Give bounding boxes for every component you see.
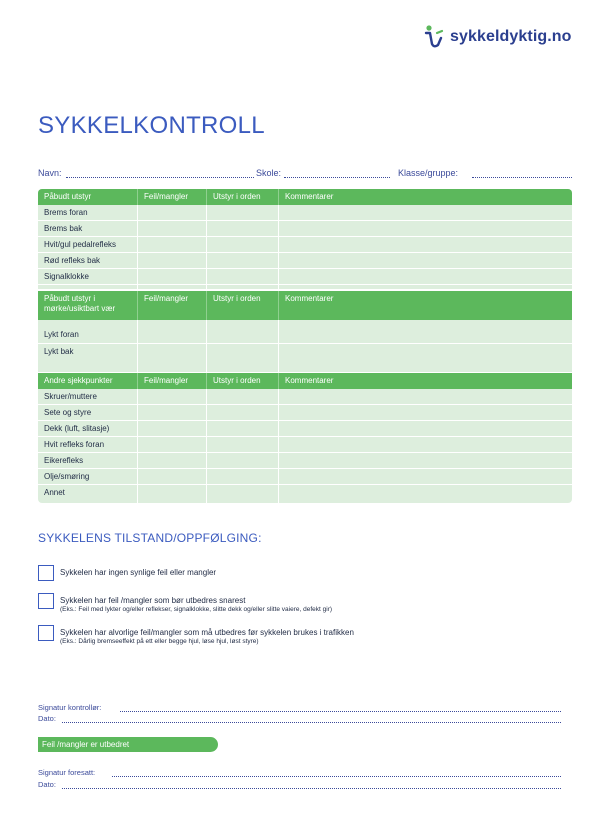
header-comments: Kommentarer	[285, 294, 334, 303]
header-comments: Kommentarer	[285, 376, 334, 385]
date-label: Dato:	[38, 714, 56, 723]
faults-cell[interactable]	[138, 485, 207, 503]
row-label: Annet	[38, 485, 138, 503]
date-field[interactable]	[62, 722, 561, 723]
faults-cell[interactable]	[138, 405, 207, 421]
comment-cell[interactable]	[279, 205, 572, 221]
comment-cell[interactable]	[279, 320, 572, 344]
row-label: Hvit/gul pedalrefleks	[38, 237, 138, 253]
info-row	[38, 168, 572, 182]
row-label: Lykt foran	[38, 320, 138, 344]
row-label: Skruer/muttere	[38, 389, 138, 405]
ok-cell[interactable]	[207, 221, 279, 237]
table-row	[38, 253, 572, 269]
table-row	[38, 389, 572, 405]
school-field[interactable]	[284, 177, 390, 178]
ok-cell[interactable]	[207, 389, 279, 405]
header-category: Påbudt utstyr i mørke/usiktbart vær	[38, 291, 138, 320]
faults-cell[interactable]	[138, 344, 207, 373]
condition-text-block	[60, 596, 332, 614]
controller-signature-field[interactable]	[120, 711, 561, 712]
logo-text: sykkeldyktig.no	[450, 28, 572, 45]
guardian-signature-field[interactable]	[112, 776, 561, 777]
date-field[interactable]	[62, 788, 561, 789]
comment-cell[interactable]	[279, 405, 572, 421]
condition-text: Sykkelen har alvorlige feil/mangler som må utbedres før sykkelen brukes i trafikken	[60, 628, 354, 637]
faults-cell[interactable]	[138, 469, 207, 485]
row-label: Brems foran	[38, 205, 138, 221]
class-label: Klasse/gruppe:	[398, 168, 459, 178]
row-label: Eikerefleks	[38, 453, 138, 469]
date-row	[38, 714, 561, 726]
row-label: Dekk (luft, slitasje)	[38, 421, 138, 437]
ok-cell[interactable]	[207, 253, 279, 269]
condition-option	[38, 596, 332, 614]
comment-cell[interactable]	[279, 237, 572, 253]
condition-text: Sykkelen har feil /mangler som bør utbedres snarest	[60, 596, 246, 605]
table-row	[38, 421, 572, 437]
guardian-signature-label: Signatur foresatt:	[38, 768, 96, 777]
header-faults: Feil/mangler	[138, 291, 207, 320]
ok-cell[interactable]	[207, 344, 279, 373]
name-field[interactable]	[66, 177, 254, 178]
comment-cell[interactable]	[279, 253, 572, 269]
header-faults: Feil/mangler	[138, 373, 207, 389]
table-row	[38, 437, 572, 453]
comment-cell[interactable]	[279, 269, 572, 285]
header-category: Påbudt utstyr	[38, 189, 138, 205]
table-row	[38, 453, 572, 469]
table-header-row	[38, 291, 572, 320]
ok-cell[interactable]	[207, 453, 279, 469]
header-ok: Utstyr i orden	[207, 373, 279, 389]
controller-signature-label: Signatur kontrollør:	[38, 703, 102, 712]
condition-checkbox[interactable]	[38, 625, 54, 641]
condition-text: Sykkelen har ingen synlige feil eller mangler	[60, 568, 217, 577]
guardian-signature-row	[38, 768, 561, 780]
table-row	[38, 205, 572, 221]
comment-cell[interactable]	[279, 437, 572, 453]
comment-cell[interactable]	[279, 389, 572, 405]
comment-cell[interactable]	[279, 453, 572, 469]
table-row	[38, 269, 572, 285]
ok-cell[interactable]	[207, 437, 279, 453]
comment-cell[interactable]	[279, 344, 572, 373]
page-title: SYKKELKONTROLL	[38, 112, 265, 139]
row-label: Sete og styre	[38, 405, 138, 421]
condition-option	[38, 568, 216, 581]
row-label: Brems bak	[38, 221, 138, 237]
bike-person-icon	[423, 24, 445, 50]
row-label: Rød refleks bak	[38, 253, 138, 269]
header-ok: Utstyr i orden	[207, 291, 279, 320]
condition-checkbox[interactable]	[38, 565, 54, 581]
fixed-banner: Feil /mangler er utbedret	[38, 737, 218, 752]
table-row	[38, 237, 572, 253]
ok-cell[interactable]	[207, 237, 279, 253]
table-row	[38, 405, 572, 421]
inspection-table	[38, 189, 572, 503]
faults-cell[interactable]	[138, 237, 207, 253]
header-ok: Utstyr i orden	[207, 189, 279, 205]
ok-cell[interactable]	[207, 469, 279, 485]
ok-cell[interactable]	[207, 405, 279, 421]
name-label: Navn:	[38, 168, 62, 178]
table-row	[38, 320, 572, 344]
ok-cell[interactable]	[207, 485, 279, 503]
faults-cell[interactable]	[138, 320, 207, 344]
faults-cell[interactable]	[138, 205, 207, 221]
ok-cell[interactable]	[207, 320, 279, 344]
school-label: Skole:	[256, 168, 282, 178]
faults-cell[interactable]	[138, 253, 207, 269]
comment-cell[interactable]	[279, 221, 572, 237]
table-row	[38, 344, 572, 373]
table-row	[38, 469, 572, 485]
row-label: Hvit refleks foran	[38, 437, 138, 453]
table-header-row	[38, 189, 572, 205]
condition-checkbox[interactable]	[38, 593, 54, 609]
header-comments: Kommentarer	[285, 192, 334, 201]
condition-example: (Eks.: Feil med lykter og/eller reflekser, signalklokke, slitte dekk og/eller slitte vaiere, defekt gir)	[60, 606, 333, 613]
table-header-row	[38, 373, 572, 389]
condition-example: (Eks.: Dårlig bremseeffekt på ett eller begge hjul, løse hjul, løst styre)	[60, 638, 259, 645]
row-label: Lykt bak	[38, 344, 138, 373]
condition-option	[38, 628, 354, 646]
ok-cell[interactable]	[207, 421, 279, 437]
class-field[interactable]	[472, 177, 572, 178]
table-row	[38, 485, 572, 503]
date-row	[38, 780, 561, 792]
date-label: Dato:	[38, 780, 56, 789]
condition-text-block	[60, 628, 354, 646]
condition-title: SYKKELENS TILSTAND/OPPFØLGING:	[38, 531, 262, 545]
row-label: Signalklokke	[38, 269, 138, 285]
faults-cell[interactable]	[138, 453, 207, 469]
header-category: Andre sjekkpunkter	[38, 373, 138, 389]
row-label: Olje/smøring	[38, 469, 138, 485]
comment-cell[interactable]	[279, 421, 572, 437]
faults-cell[interactable]	[138, 389, 207, 405]
logo	[423, 24, 572, 50]
comment-cell[interactable]	[279, 485, 572, 503]
faults-cell[interactable]	[138, 221, 207, 237]
faults-cell[interactable]	[138, 269, 207, 285]
faults-cell[interactable]	[138, 437, 207, 453]
table-row	[38, 221, 572, 237]
ok-cell[interactable]	[207, 269, 279, 285]
comment-cell[interactable]	[279, 469, 572, 485]
faults-cell[interactable]	[138, 421, 207, 437]
ok-cell[interactable]	[207, 205, 279, 221]
header-faults: Feil/mangler	[138, 189, 207, 205]
